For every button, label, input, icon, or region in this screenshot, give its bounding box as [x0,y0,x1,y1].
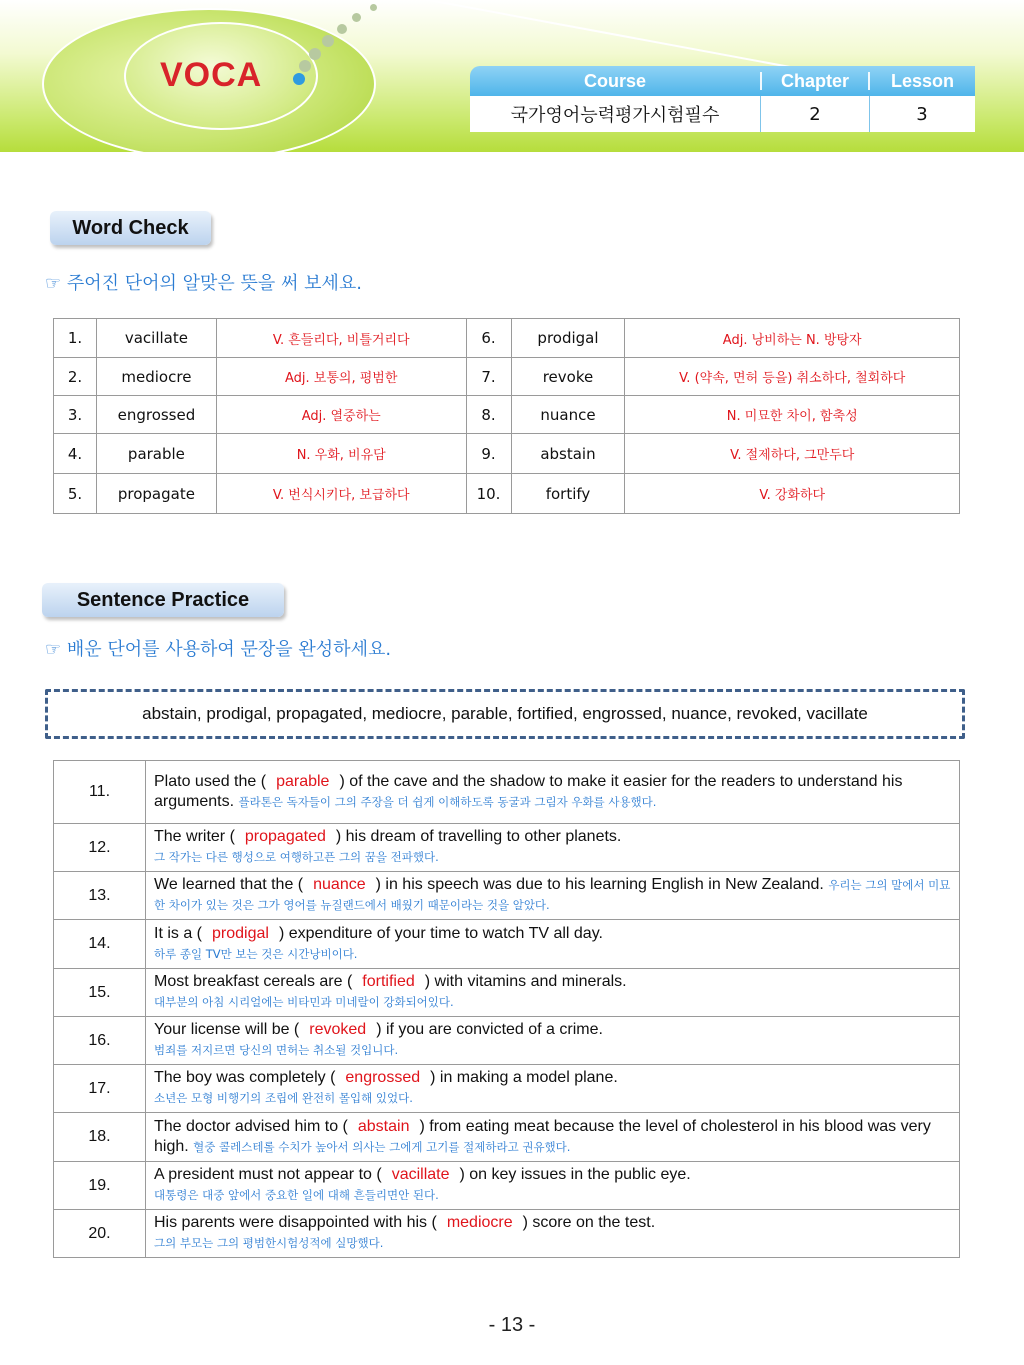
korean-translation: 그 작가는 다른 행성으로 여행하고픈 그의 꿈을 전파했다. [154,850,439,864]
vocab-word: nuance [511,396,625,434]
word-meaning: V. 번식시키다, 보급하다 [216,474,466,514]
word-meaning: Adj. 보통의, 평범한 [216,358,466,396]
sentence-practice-instruction: ☞ 배운 단어를 사용하여 문장을 완성하세요. [45,639,392,660]
answer-word: nuance [313,876,366,893]
sentence-after: ) on key issues in the public eye. [459,1166,691,1183]
sentence-after: ) in his speech was due to his learning English in New Zealand. [375,876,824,893]
sentence-after: ) his dream of travelling to other planets. [335,828,622,845]
item-number: 19. [54,1162,146,1210]
sentence-before: Your license will be ( [154,1021,300,1038]
decor-dot [337,24,347,34]
sentence-before: The doctor advised him to ( [154,1117,348,1135]
item-number: 12. [54,824,146,872]
word-meaning: V. 흔들리다, 비틀거리다 [216,319,466,358]
sentence-cell [146,920,960,969]
item-number: 14. [54,920,146,969]
item-number: 4. [54,434,97,474]
vocab-word: prodigal [511,319,625,358]
course-info-header [470,66,975,96]
item-number: 2. [54,358,97,396]
item-number: 13. [54,872,146,920]
word-meaning: N. 미묘한 차이, 함축성 [625,396,960,434]
table-row [54,474,960,514]
vocab-word: fortify [511,474,625,514]
table-row [54,872,960,920]
word-meaning: V. 강화하다 [625,474,960,514]
sentence-cell [146,1162,960,1210]
sentence-cell [146,969,960,1017]
vocab-word: mediocre [96,358,216,396]
table-row [54,396,960,434]
decor-dot [293,73,305,85]
sentence-after: ) with vitamins and minerals. [424,973,627,990]
item-number: 8. [466,396,511,434]
korean-translation: 그의 부모는 그의 평범한시험성적에 실망했다. [154,1236,384,1250]
item-number: 20. [54,1210,146,1258]
korean-translation: 대통령은 대중 앞에서 중요한 일에 대해 흔들리면안 된다. [154,1188,439,1202]
item-number: 7. [466,358,511,396]
vocab-word: propagate [96,474,216,514]
korean-translation: 혈중 콜레스테롤 수치가 높아서 의사는 그에게 고기를 절제하라고 권유했다. [193,1139,571,1154]
word-meaning: N. 우화, 비유담 [216,434,466,474]
voca-logo: VOCA [160,56,263,94]
answer-word: vacillate [391,1166,450,1183]
korean-translation: 범죄를 저지르면 당신의 면허는 취소될 것입니다. [154,1043,399,1057]
item-number: 11. [54,761,146,824]
word-meaning: Adj. 낭비하는 N. 방탕자 [625,319,960,358]
sentence-cell [146,1065,960,1113]
table-row [54,1065,960,1113]
table-row [54,1113,960,1162]
item-number: 6. [466,319,511,358]
sentence-after: ) score on the test. [522,1214,656,1231]
page-number: - 13 - [488,1314,536,1336]
item-number: 16. [54,1017,146,1065]
sentence-after: ) if you are convicted of a crime. [376,1021,603,1038]
sentence-after: ) of the cave and the shadow to make it easier for the readers to understand his arguments. [154,772,903,810]
course-info-values [470,96,975,132]
item-number: 18. [54,1113,146,1162]
item-number: 5. [54,474,97,514]
decor-dot [309,48,321,60]
item-number: 15. [54,969,146,1017]
course-info-box [470,66,975,132]
decor-dot [352,13,361,22]
sentence-cell [146,1113,960,1162]
korean-translation: 플라톤은 독자들이 그의 주장을 더 쉽게 이해하도록 동굴과 그림자 우화를 사용했다. [238,794,657,809]
word-meaning: V. 절제하다, 그만두다 [625,434,960,474]
lesson-value: 3 [916,103,928,125]
item-number: 17. [54,1065,146,1113]
table-row [54,969,960,1017]
answer-word: engrossed [345,1069,421,1086]
item-number: 1. [54,319,97,358]
table-row [54,358,960,396]
table-row [54,1162,960,1210]
korean-translation: 우리는 그의 말에서 미묘한 차이가 있는 것은 그가 영어를 뉴질랜드에서 배웠기 때문이라는 것을 알았다. [154,878,951,912]
table-row [54,434,960,474]
sentence-before: A president must not appear to ( [154,1166,382,1183]
sentence-after: ) expenditure of your time to watch TV all day. [278,924,603,942]
korean-translation: 하루 종일 TV만 보는 것은 시간낭비이다. [154,946,358,961]
answer-word: abstain [357,1117,410,1135]
sentence-before: The boy was completely ( [154,1069,336,1086]
sentence-before: Most breakfast cereals are ( [154,973,353,990]
decor-dot [370,4,377,11]
table-row [54,1017,960,1065]
sentence-after: ) in making a model plane. [430,1069,618,1086]
answer-word: prodigal [212,924,269,942]
word-meaning: V. (약속, 면허 등을) 취소하다, 철회하다 [625,358,960,396]
sentence-before: His parents were disappointed with his ( [154,1214,437,1231]
sentence-cell [146,824,960,872]
item-number: 3. [54,396,97,434]
page-header [0,0,1024,152]
sentence-practice-table [53,760,960,1258]
vocab-word: revoke [511,358,625,396]
sentence-cell [146,1210,960,1258]
vocab-word: engrossed [96,396,216,434]
sentence-after: ) from eating meat because the level of cholesterol in his blood was very high. [154,1117,931,1155]
item-number: 9. [466,434,511,474]
table-row [54,761,960,824]
chapter-header-label: Chapter [780,70,849,91]
answer-word: fortified [362,973,415,990]
course-header-label: Course [583,70,646,91]
table-row [54,319,960,358]
vocab-word: parable [96,434,216,474]
table-row [54,1210,960,1258]
answer-word: parable [276,772,330,790]
word-check-table [53,318,960,514]
word-check-tab: Word Check [50,211,211,245]
decor-dot [322,35,334,47]
decor-dot [299,60,311,72]
korean-translation: 소년은 모형 비행기의 조립에 완전히 몰입해 있었다. [154,1091,413,1105]
vocab-word: abstain [511,434,625,474]
sentence-before: We learned that the ( [154,876,304,893]
lesson-header-label: Lesson [890,70,955,91]
sentence-practice-tab: Sentence Practice [42,583,284,617]
vocab-word: vacillate [96,319,216,358]
course-value: 국가영어능력평가시험필수 [510,105,720,126]
answer-word: mediocre [446,1214,513,1231]
sentence-cell [146,1017,960,1065]
sentence-before: It is a ( [154,924,203,942]
word-meaning: Adj. 열중하는 [216,396,466,434]
word-bank: abstain, prodigal, propagated, mediocre, parable, fortified, engrossed, nuance, revoked, vacillate [45,689,965,739]
sentence-cell [146,872,960,920]
sentence-before: Plato used the ( [154,772,267,790]
item-number: 10. [466,474,511,514]
sentence-before: The writer ( [154,828,235,845]
korean-translation: 대부분의 아침 시리얼에는 비타민과 미네랄이 강화되어있다. [154,995,454,1009]
word-check-instruction: ☞ 주어진 단어의 알맞은 뜻을 써 보세요. [45,273,363,294]
chapter-value: 2 [809,103,821,125]
table-row [54,920,960,969]
table-row [54,824,960,872]
answer-word: revoked [309,1021,367,1038]
answer-word: propagated [244,828,326,845]
sentence-cell [146,761,960,824]
